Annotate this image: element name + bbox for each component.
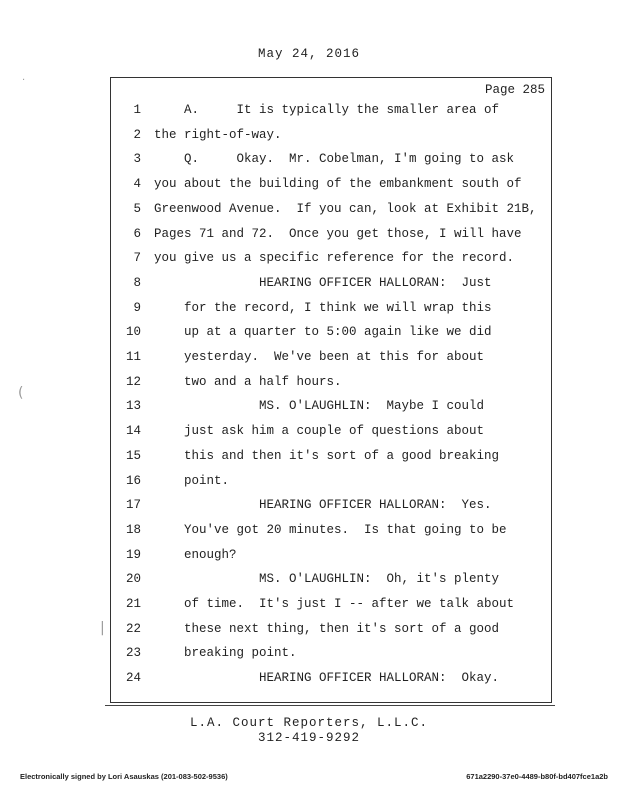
line-number: 2 [133, 127, 141, 142]
transcript-line [111, 399, 551, 424]
transcript-page-frame [110, 77, 552, 703]
line-text: these next thing, then it's sort of a good [184, 621, 500, 636]
transcript-line [111, 276, 551, 301]
line-number: 15 [125, 448, 141, 463]
line-number: 14 [125, 424, 141, 439]
line-text: HEARING OFFICER HALLORAN: Yes. [184, 498, 492, 513]
transcript-line [111, 474, 551, 499]
transcript-line [111, 646, 551, 671]
transcript-line [111, 622, 551, 647]
line-text: you about the building of the embankment south of [154, 177, 522, 192]
transcript-line [111, 128, 551, 153]
line-number: 11 [125, 350, 141, 364]
transcript-line [111, 325, 551, 350]
line-number: 3 [133, 152, 141, 167]
line-text: the right-of-way. [154, 127, 282, 142]
line-text: breaking point. [184, 646, 297, 661]
transcript-line [111, 202, 551, 227]
page-number: Page 285 [484, 83, 545, 97]
line-number: 6 [133, 226, 141, 241]
line-number: 4 [133, 177, 141, 192]
line-number: 12 [125, 374, 141, 389]
transcript-line [111, 498, 551, 523]
header-date: May 24, 2016 [257, 47, 360, 61]
line-text: HEARING OFFICER HALLORAN: Just [184, 275, 492, 290]
line-number: 9 [133, 300, 141, 315]
transcript-line [111, 449, 551, 474]
line-text: for the record, I think we will wrap this [184, 300, 492, 315]
line-text: enough? [184, 547, 237, 562]
line-number: 24 [125, 671, 141, 686]
frame-bottom-rule [105, 705, 555, 706]
transcript-line [111, 103, 551, 128]
line-text: up at a quarter to 5:00 again like we did [184, 325, 492, 340]
document-id: 671a2290-37e0-4489-b80f-bd407fce1a2b [466, 772, 608, 781]
line-text: Greenwood Avenue. If you can, look at Exhibit 21B, [154, 201, 537, 216]
line-text: this and then it's sort of a good breaking [184, 448, 500, 463]
firm-name: L.A. Court Reporters, L.L.C. [189, 716, 429, 730]
margin-mark: | [100, 620, 105, 636]
transcript-line [111, 251, 551, 276]
line-text: A. It is typically the smaller area of [184, 103, 500, 117]
line-number: 7 [133, 251, 141, 266]
line-number: 22 [125, 621, 141, 636]
line-number: 16 [125, 473, 141, 488]
line-number: 17 [125, 498, 141, 513]
line-number: 23 [125, 646, 141, 661]
transcript-line [111, 152, 551, 177]
line-number: 19 [125, 547, 141, 562]
line-text: you give us a specific reference for the record. [154, 251, 515, 266]
footer-firm [0, 716, 618, 746]
transcript-line [111, 671, 551, 696]
line-number: 20 [125, 572, 141, 587]
line-text: point. [184, 473, 230, 488]
transcript-line [111, 523, 551, 548]
transcript-line [111, 177, 551, 202]
line-text: Q. Okay. Mr. Cobelman, I'm going to ask [184, 152, 515, 167]
transcript-line [111, 301, 551, 326]
line-text: Pages 71 and 72. Once you get those, I will have [154, 226, 522, 241]
line-number: 5 [133, 201, 141, 216]
line-text: of time. It's just I -- after we talk about [184, 597, 515, 611]
line-number: 21 [125, 597, 141, 611]
line-number: 18 [125, 522, 141, 537]
line-number: 1 [133, 103, 141, 117]
scan-speck: · [22, 75, 26, 86]
line-text: yesterday. We've been at this for about [184, 350, 485, 364]
line-text: MS. O'LAUGHLIN: Oh, it's plenty [184, 572, 500, 587]
line-text: HEARING OFFICER HALLORAN: Okay. [184, 671, 500, 686]
firm-phone: 312-419-9292 [257, 731, 360, 745]
transcript-line [111, 597, 551, 622]
hole-punch-mark: ( [18, 385, 24, 401]
line-number: 13 [125, 399, 141, 414]
line-text: just ask him a couple of questions about [184, 424, 485, 439]
line-number: 10 [125, 325, 141, 340]
transcript-line [111, 227, 551, 252]
electronic-signature: Electronically signed by Lori Asauskas (201-083-502-9536) [20, 772, 228, 781]
transcript-line [111, 572, 551, 597]
transcript-line [111, 424, 551, 449]
line-text: MS. O'LAUGHLIN: Maybe I could [184, 399, 485, 414]
transcript-line [111, 375, 551, 400]
line-text: You've got 20 minutes. Is that going to be [184, 522, 507, 537]
line-number: 8 [133, 275, 141, 290]
line-text: two and a half hours. [184, 374, 342, 389]
transcript-line [111, 548, 551, 573]
transcript-line [111, 350, 551, 375]
